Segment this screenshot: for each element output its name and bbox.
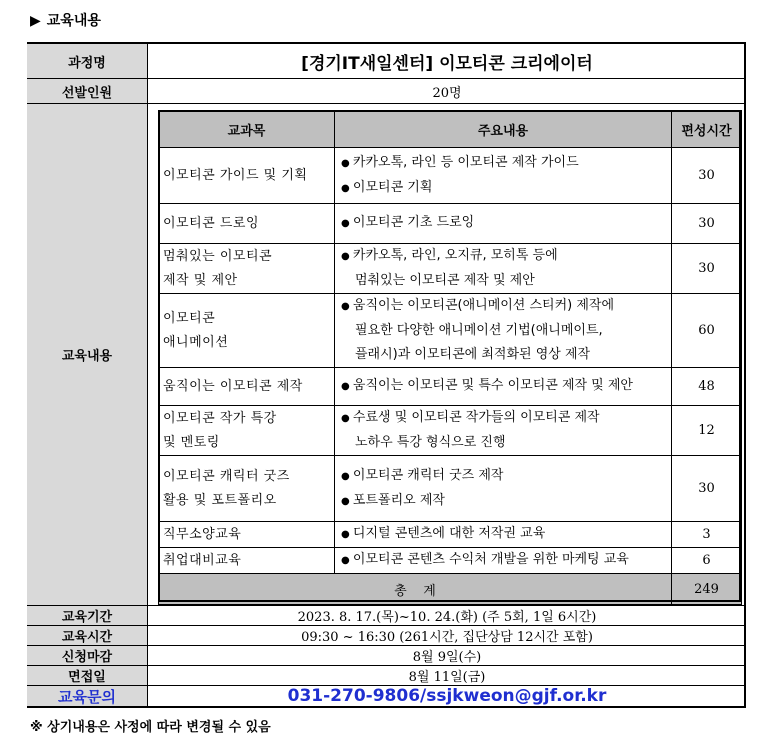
subject-line: 움직이는 이모티콘 제작 xyxy=(163,378,303,394)
hours-cell: 12 xyxy=(672,406,742,456)
triangle-marker-icon: ▶ xyxy=(30,13,41,29)
deadline-value: 8월 9일(수) xyxy=(148,646,746,666)
subject-line: 활용 및 포트폴리오 xyxy=(163,492,277,508)
header-hours: 편성시간 xyxy=(672,111,742,148)
subject-line: 이모티콘 작가 특강 xyxy=(163,410,277,426)
content-text: 카카오톡, 라인 등 이모티콘 제작 가이드 xyxy=(352,154,579,170)
interview-label: 면접일 xyxy=(27,666,148,686)
hours-cell: 3 xyxy=(672,522,742,548)
bullet-icon: ● xyxy=(341,555,353,566)
interview-value: 8월 11일(금) xyxy=(148,666,746,686)
subject-line: 이모티콘 xyxy=(163,310,216,326)
content-text: 포트폴리오 제작 xyxy=(352,492,445,508)
total-label: 총 계 xyxy=(159,574,672,605)
content-text: 플래시)과 이모티콘에 최적화된 영상 제작 xyxy=(355,347,591,362)
inquiry-contact[interactable]: 031-270-9806/ssjkweon@gjf.or.kr xyxy=(287,686,607,706)
subject-line: 멈춰있는 이모티콘 xyxy=(163,248,273,264)
header-subject: 교과목 xyxy=(159,111,335,148)
time-label: 교육시간 xyxy=(27,626,148,646)
content-text: 멈춰있는 이모티콘 제작 및 제안 xyxy=(355,273,535,288)
hours-cell: 60 xyxy=(672,294,742,368)
bullet-icon: ● xyxy=(341,157,353,169)
time-value: 09:30 ~ 16:30 (261시간, 집단상담 12시간 포함) xyxy=(148,626,746,646)
subject-line: 이모티콘 캐릭터 굿즈 xyxy=(163,468,290,484)
subject-line: 및 멘토링 xyxy=(163,434,220,450)
header-content: 주요내용 xyxy=(335,111,672,148)
selection-label: 선발인원 xyxy=(27,79,148,104)
bullet-icon: ● xyxy=(341,470,353,482)
bullet-icon: ● xyxy=(341,301,353,312)
content-text: 이모티콘 콘텐츠 수익처 개발을 위한 마케팅 교육 xyxy=(352,552,629,567)
subject-line: 취업대비교육 xyxy=(163,552,242,568)
hours-cell: 30 xyxy=(672,244,742,294)
hours-cell: 48 xyxy=(672,368,742,406)
period-label: 교육기간 xyxy=(27,606,148,626)
period-value: 2023. 8. 17.(목)~10. 24.(화) (주 5회, 1일 6시간) xyxy=(148,606,746,626)
bullet-icon: ● xyxy=(341,529,353,540)
section-heading-text: 교육내용 xyxy=(46,13,101,29)
subject-line: 직무소양교육 xyxy=(163,526,242,542)
subject-line: 애니메이션 xyxy=(163,334,229,350)
subject-line: 제작 및 제안 xyxy=(163,272,238,288)
hours-cell: 30 xyxy=(672,204,742,244)
content-text: 디지털 콘텐츠에 대한 저작권 교육 xyxy=(352,526,546,541)
content-text: 이모티콘 기초 드로잉 xyxy=(352,215,475,230)
total-hours: 249 xyxy=(672,574,742,605)
curriculum-table-frame xyxy=(158,110,741,602)
course-label: 과정명 xyxy=(27,44,148,79)
subject-line: 이모티콘 가이드 및 기획 xyxy=(163,167,308,183)
hours-cell: 6 xyxy=(672,548,742,574)
content-text: 이모티콘 캐릭터 굿즈 제작 xyxy=(352,467,504,483)
change-notice: ※ 상기내용은 사정에 따라 변경될 수 있음 xyxy=(30,720,271,735)
content-text: 이모티콘 기획 xyxy=(352,179,433,195)
hours-cell: 30 xyxy=(672,456,742,522)
content-text: 카카오톡, 라인, 오지큐, 모히톡 등에 xyxy=(352,248,558,263)
content-text: 수료생 및 이모티콘 작가들의 이모티콘 제작 xyxy=(352,410,600,425)
inquiry-label: 교육문의 xyxy=(27,686,148,706)
content-label: 교육내용 xyxy=(27,104,148,606)
bullet-icon: ● xyxy=(341,495,353,507)
content-text: 노하우 특강 형식으로 진행 xyxy=(355,435,506,450)
hours-cell: 30 xyxy=(672,148,742,204)
bullet-icon: ● xyxy=(341,413,353,424)
content-text: 필요한 다양한 애니메이션 기법(애니메이트, xyxy=(355,323,603,338)
bullet-icon: ● xyxy=(341,381,353,392)
content-text: 움직이는 이모티콘 및 특수 이모티콘 제작 및 제안 xyxy=(352,378,633,393)
bullet-icon: ● xyxy=(341,218,353,229)
deadline-label: 신청마감 xyxy=(27,646,148,666)
course-title: [경기IT새일센터] 이모티콘 크리에이터 xyxy=(148,44,746,79)
selection-value: 20명 xyxy=(148,79,746,104)
bullet-icon: ● xyxy=(341,251,353,262)
section-heading xyxy=(30,10,101,30)
content-text: 움직이는 이모티콘(애니메이션 스티커) 제작에 xyxy=(352,298,615,313)
bullet-icon: ● xyxy=(341,182,353,194)
subject-line: 이모티콘 드로잉 xyxy=(163,215,260,231)
